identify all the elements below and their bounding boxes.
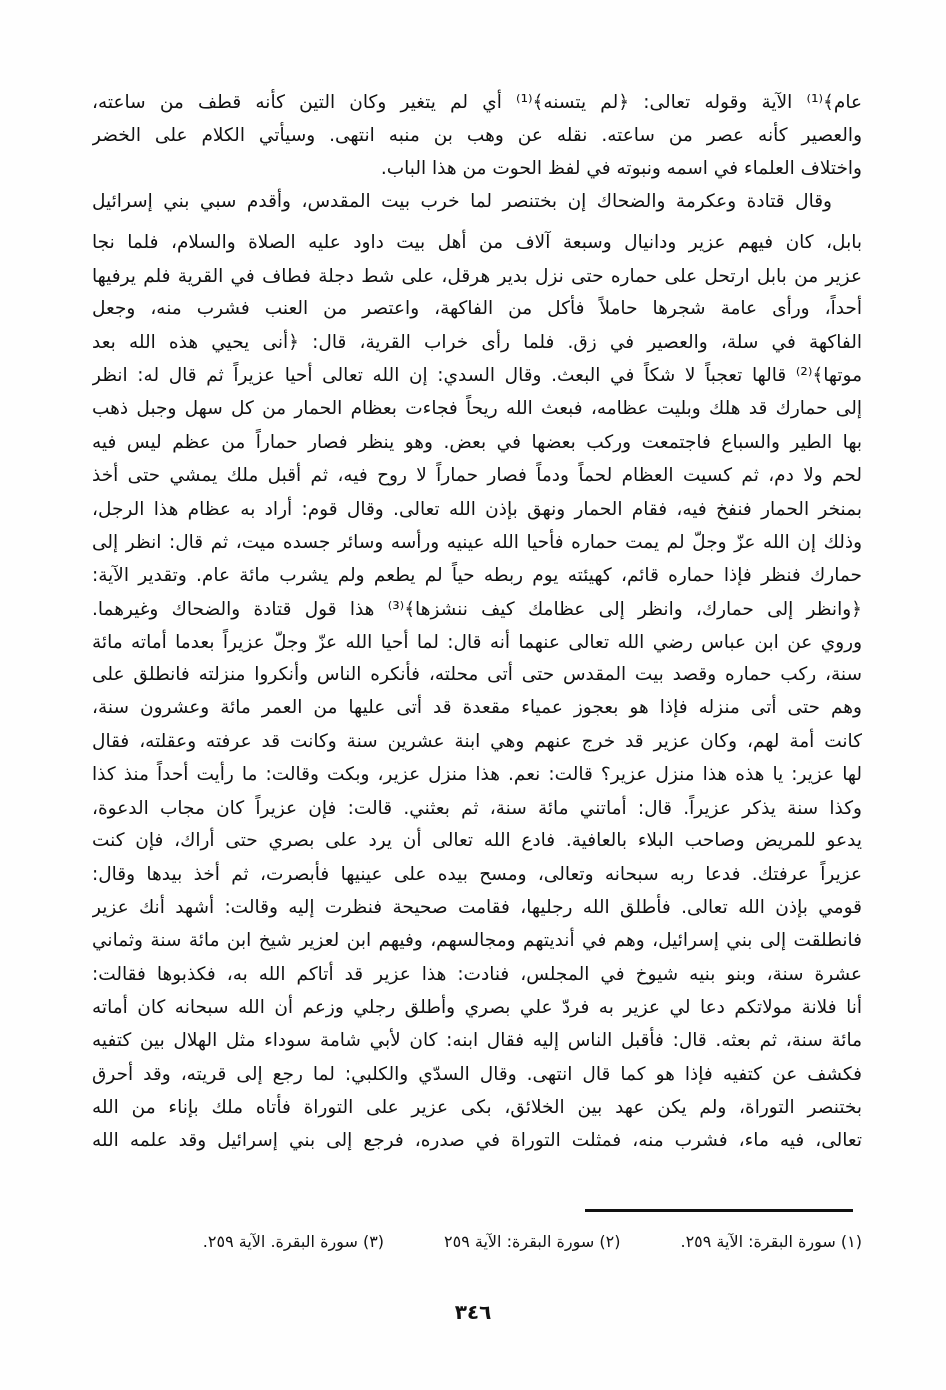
text-line: سنة، ركب حماره وقصد بيت المقدس حتى أتى محلته، فأنكره الناس وأنكروا منزلته فانطلق على xyxy=(92,664,862,685)
text-line: كانت أمة لهم، وكان عزير قد خرج عنهم وهي ابنة عشرين سنة وكانت قد عرفته وعقلته، فقال xyxy=(92,731,862,752)
text-line: واختلاف العلماء في اسمه ونبوته في لفظ الحوت من هذا الباب. xyxy=(380,158,862,179)
footnote-2: (٢) سورة البقرة: الآية ٢٥٩ xyxy=(444,1232,621,1251)
text-line: وقال قتادة وعكرمة والضحاك إن بختنصر لما خرب بيت المقدس، وأقدم سبي بني إسرائيل xyxy=(92,191,832,212)
footnote-divider xyxy=(585,1209,853,1212)
text-line: ﴿وانظر إلى حمارك، وانظر إلى عظامك كيف ننشزها﴾⁽³⁾ هذا قول قتادة والضحاك وغيرهما. xyxy=(92,599,862,620)
text-line: يدعو للمريض وصاحب البلاء بالعافية. فادع الله تعالى أن يرد على بصري حتى أراك، فإن كنت xyxy=(92,830,862,851)
text-line: والعصير كأنه عصر من ساعته. نقله عن وهب بن منبه انتهى. وسيأتي الكلام على الخضر xyxy=(92,125,862,146)
text-line: وروي عن ابن عباس رضي الله تعالى عنهما أنه قال: لما أحيا الله عزّ وجلّ عزيراً بعدما أماته مائة xyxy=(92,632,862,653)
text-line: موتها﴾⁽²⁾ قالها تعجباً لا شكاً في البعث. وقال السدي: إن الله تعالى أحيا عزيراً ثم قال له: انظر xyxy=(92,365,862,386)
text-line: بختنصر التوراة، ولم يكن عهد بين الخلائق، بكى عزير على التوراة فأتاه ملك بإناء من الله xyxy=(92,1097,862,1118)
text-line: عشرة سنة، وبنو بنيه شيوخ في المجلس، فنادت: هذا عزير قد أتاكم الله به، فكذبوها فقالت: xyxy=(92,964,862,985)
text-line: قومي بإذن الله تعالى. فأطلق الله رجليها، فقامت صحيحة فنظرت إليه وقالت: أشهد أنك عزير xyxy=(92,897,862,918)
page-number: ٣٤٦ xyxy=(454,1300,492,1324)
text-line: إلى حمارك قد هلك وبليت عظامه، فبعث الله ريحاً فجاءت بعظام الحمار من كل سهل وجبل ذهب xyxy=(92,398,862,419)
text-line xyxy=(92,1160,862,1190)
text-line: أنا فلانة مولاتكم دعا لي عزير به فردّ علي بصري وأطلق رجلي وزعم أن الله سبحانه كان أماته xyxy=(92,997,862,1018)
text-line: حمارك فنظر فإذا حماره قائم، كهيئته يوم ربطه حياً لم يطعم ولم يشرب مائة عام. وتقدير الآية: xyxy=(92,565,862,586)
text-line: فانطلقت إلى بني إسرائيل، وهم في أنديتهم ومجالسهم، وفيهم ابن لعزير شيخ ابن مائة سنة وثماني xyxy=(92,930,862,951)
text-line: وكذا سنة يذكر عزيراً. قال: أماتني مائة سنة، ثم بعثني. قالت: فإن عزيراً كان مجاب الدعوة، xyxy=(92,798,862,819)
text-line: بابل، كان فيهم عزير ودانيال وسبعة آلاف من أهل بيت داود عليه الصلاة والسلام، فلما نجا xyxy=(92,232,862,253)
text-line: عزير من بابل ارتحل على حماره حتى نزل بدير هرقل، على شط دجلة فطاف في القرية فلم يرفيها xyxy=(92,266,862,287)
text-line: بها الطير والسباع فاجتمعت وركب بعضها في بعض. وهو ينظر فصار حماراً من عظم ليس فيه xyxy=(92,432,862,453)
text-line: وذلك إن الله عزّ وجلّ لم يمت حماره فأحيا الله عينيه ورأسه وسائر جسده ميت، ثم قال: انظر إلى xyxy=(92,532,862,553)
text-line: عزيراً عرفتك. فدعا ربه سبحانه وتعالى، ومسح بيده على عينيها فأبصرت، ثم أخذ بيدها وقال: xyxy=(92,864,862,885)
footnotes xyxy=(92,1232,862,1251)
footnote-1: (١) سورة البقرة: الآية ٢٥٩. xyxy=(680,1232,862,1251)
text-line: تعالى، فيه ماء، فشرب منه، فمثلت التوراة في صدره، فرجع إلى بني إسرائيل وقد علمه الله xyxy=(92,1130,862,1151)
text-line: أحداً، ورأى عامة شجرها حاملاً فأكل من الفاكهة، واعتصر من العنب فشرب منه، وجعل xyxy=(92,298,862,319)
text-line: وهم حتى أتى منزله فإذا هو بعجوز عمياء مقعدة قد أتى عليها من العمر مائة وعشرون سنة، xyxy=(92,697,862,718)
text-line: لها عزير: يا هذه هذا منزل عزير؟ قالت: نعم. هذا منزل عزير، وبكت وقالت: ما رأيت أحداً منذ كذا xyxy=(92,764,862,785)
footnote-3: (٣) سورة البقرة. الآية ٢٥٩. xyxy=(202,1232,385,1251)
text-line: الفاكهة في سلة، والعصير في زق. فلما رأى خراب القرية، قال: ﴿أنى يحيي هذه الله بعد xyxy=(92,332,862,353)
text-line: لحم ولا دم، ثم كسيت العظام لحماً ودماً فصار حماراً لا روح فيه، ثم أقبل ملك يمشي حتى أخذ xyxy=(92,465,862,486)
text-line: مائة سنة، ثم بعثه. قال: فأقبل الناس إليه فقال ابنه: كان لأبي شامة سوداء مثل الهلال بين كتفيه xyxy=(92,1030,862,1051)
text-line: عام﴾⁽¹⁾ الآية وقوله تعالى: ﴿لم يتسنه﴾⁽¹⁾ أي لم يتغير وكان التين كأنه قطف من ساعته، xyxy=(92,92,862,113)
text-line: فكشف عن كتفيه فإذا هو كما قال انتهى. وقال السدّي والكلبي: لما رجع إلى قريته، وقد أحرق xyxy=(92,1064,862,1085)
text-line: بمنخر الحمار فنفخ فيه، فقام الحمار ونهق بإذن الله تعالى. وقال قوم: أراد به عظام هذا الرجل، xyxy=(92,499,862,520)
